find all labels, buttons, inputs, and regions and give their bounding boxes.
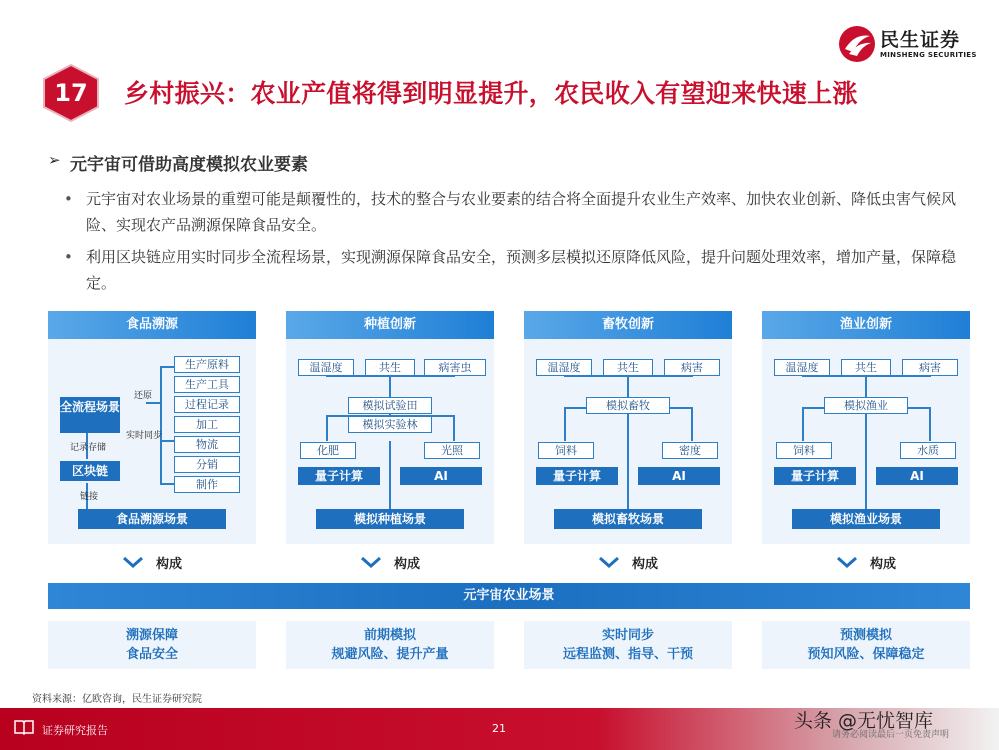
factor-box: 共生 (365, 359, 415, 376)
factor-box: 共生 (841, 359, 891, 376)
result-line: 规避风险、提升产量 (331, 647, 449, 662)
section-subtitle: 元宇宙可借助高度模拟农业要素 (70, 155, 308, 175)
ai-box: AI (638, 467, 720, 485)
food-item-box: 加工 (174, 416, 240, 433)
result-box (762, 621, 970, 669)
ai-box: AI (400, 467, 482, 485)
food-item-box: 分销 (174, 456, 240, 473)
metaverse-agriculture-scene-bar: 元宇宙农业场景 (48, 583, 970, 609)
bullet-dot-icon: • (64, 190, 73, 208)
food-item-box: 生产工具 (174, 376, 240, 393)
compose-label: 构成 (632, 556, 659, 572)
blockchain-box: 区块链 (60, 461, 120, 481)
chevron-down-icon (122, 556, 144, 568)
simulation-box: 模拟实验林 (348, 416, 432, 433)
factor-box: 饲料 (776, 442, 832, 459)
panel-title: 种植创新 (286, 311, 494, 339)
food-item-box: 制作 (174, 476, 240, 493)
factor-box: 化肥 (300, 442, 356, 459)
factor-box: 水质 (900, 442, 956, 459)
simulation-box: 模拟试验田 (348, 397, 432, 414)
compose-label: 构成 (156, 556, 183, 572)
food-scene-box: 食品溯源场景 (78, 509, 226, 529)
result-box (524, 621, 732, 669)
result-line: 预知风险、保障稳定 (807, 647, 925, 662)
source-note: 资料来源：亿欧咨询，民生证券研究院 (32, 694, 202, 705)
result-line: 食品安全 (125, 647, 178, 662)
result-line: 实时同步 (601, 628, 654, 643)
factor-box: 病害 (664, 359, 720, 376)
result-line: 溯源保障 (125, 628, 178, 643)
result-box (48, 621, 256, 669)
page-number: 21 (492, 722, 506, 735)
factor-box: 共生 (603, 359, 653, 376)
simulation-box: 模拟畜牧 (586, 397, 670, 414)
compose-label-item (122, 552, 182, 572)
disclaimer-text: 请务必阅读最后一页免责声明 (832, 730, 950, 740)
factor-box: 光照 (424, 442, 480, 459)
bullet-text: 利用区块链应用实时同步全流程场景，实现溯源保障食品安全，预测多层模拟还原降低风险，提升问题处理效率，增加产量，保障稳定。 (86, 248, 957, 292)
quantum-computing-box: 量子计算 (774, 467, 856, 485)
panel-title: 畜牧创新 (524, 311, 732, 339)
panel-title: 渔业创新 (762, 311, 970, 339)
slide-number-badge (40, 64, 102, 122)
minsheng-logo-icon (838, 25, 876, 63)
brand-name-cn: 民生证券 (880, 28, 961, 51)
result-line: 远程监测、指导、干预 (562, 647, 693, 662)
panel-title: 食品溯源 (48, 311, 256, 339)
compose-label-item (836, 552, 896, 572)
realtime-sync-label: 实时同步 (126, 431, 163, 441)
factor-box: 病害 (902, 359, 958, 376)
bullet-text: 元宇宙对农业场景的重塑可能是颠覆性的，技术的整合与农业要素的结合将全面提升农业生产效率、加快农业创新、降低虫害气候风险、实现农产品溯源保障食品安全。 (86, 190, 957, 234)
fishery-scene-box: 模拟渔业场景 (792, 509, 940, 529)
bullet-dot-icon: • (64, 248, 73, 266)
result-box (286, 621, 494, 669)
quantum-computing-box: 量子计算 (298, 467, 380, 485)
chevron-down-icon (598, 556, 620, 568)
planting-scene-box: 模拟种植场景 (316, 509, 464, 529)
factor-box: 温湿度 (536, 359, 592, 376)
brand-name-en: MINSHENG SECURITIES (880, 50, 977, 59)
factor-box: 饲料 (538, 442, 594, 459)
slide-number: 17 (54, 79, 88, 107)
compose-label-item (360, 552, 420, 572)
bullet-item (64, 186, 970, 238)
panel-fishery-innovation (762, 311, 970, 544)
factor-box: 密度 (662, 442, 718, 459)
bullet-item (64, 244, 970, 296)
panel-planting-innovation (286, 311, 494, 544)
factor-box: 病害虫 (424, 359, 486, 376)
quantum-computing-box: 量子计算 (536, 467, 618, 485)
footer-report-label: 证券研究报告 (42, 724, 108, 737)
ai-box: AI (876, 467, 958, 485)
page-title: 乡村振兴：农业产值将得到明显提升，农民收入有望迎来快速上涨 (124, 79, 858, 108)
panel-livestock-innovation (524, 311, 732, 544)
chevron-right-icon: ➢ (48, 151, 61, 169)
record-store-label: 记录存储 (70, 443, 107, 453)
result-line: 前期模拟 (363, 628, 416, 643)
compose-label-item (598, 552, 658, 572)
compose-label: 构成 (870, 556, 897, 572)
book-icon (14, 719, 34, 735)
result-line: 预测模拟 (839, 628, 892, 643)
food-item-box: 过程记录 (174, 396, 240, 413)
watermark: 头条 @无忧智库 (794, 710, 934, 732)
chevron-down-icon (360, 556, 382, 568)
panel-food-traceability (48, 311, 256, 544)
factor-box: 温湿度 (298, 359, 354, 376)
food-item-box: 物流 (174, 436, 240, 453)
food-item-box: 生产原料 (174, 356, 240, 373)
factor-box: 温湿度 (774, 359, 830, 376)
full-process-scene-box: 全流程场景 (60, 397, 120, 433)
compose-label: 构成 (394, 556, 421, 572)
chevron-down-icon (836, 556, 858, 568)
livestock-scene-box: 模拟畜牧场景 (554, 509, 702, 529)
brand-logo (838, 22, 978, 66)
link-label: 链接 (80, 492, 99, 502)
restore-label: 还原 (134, 391, 153, 401)
simulation-box: 模拟渔业 (824, 397, 908, 414)
